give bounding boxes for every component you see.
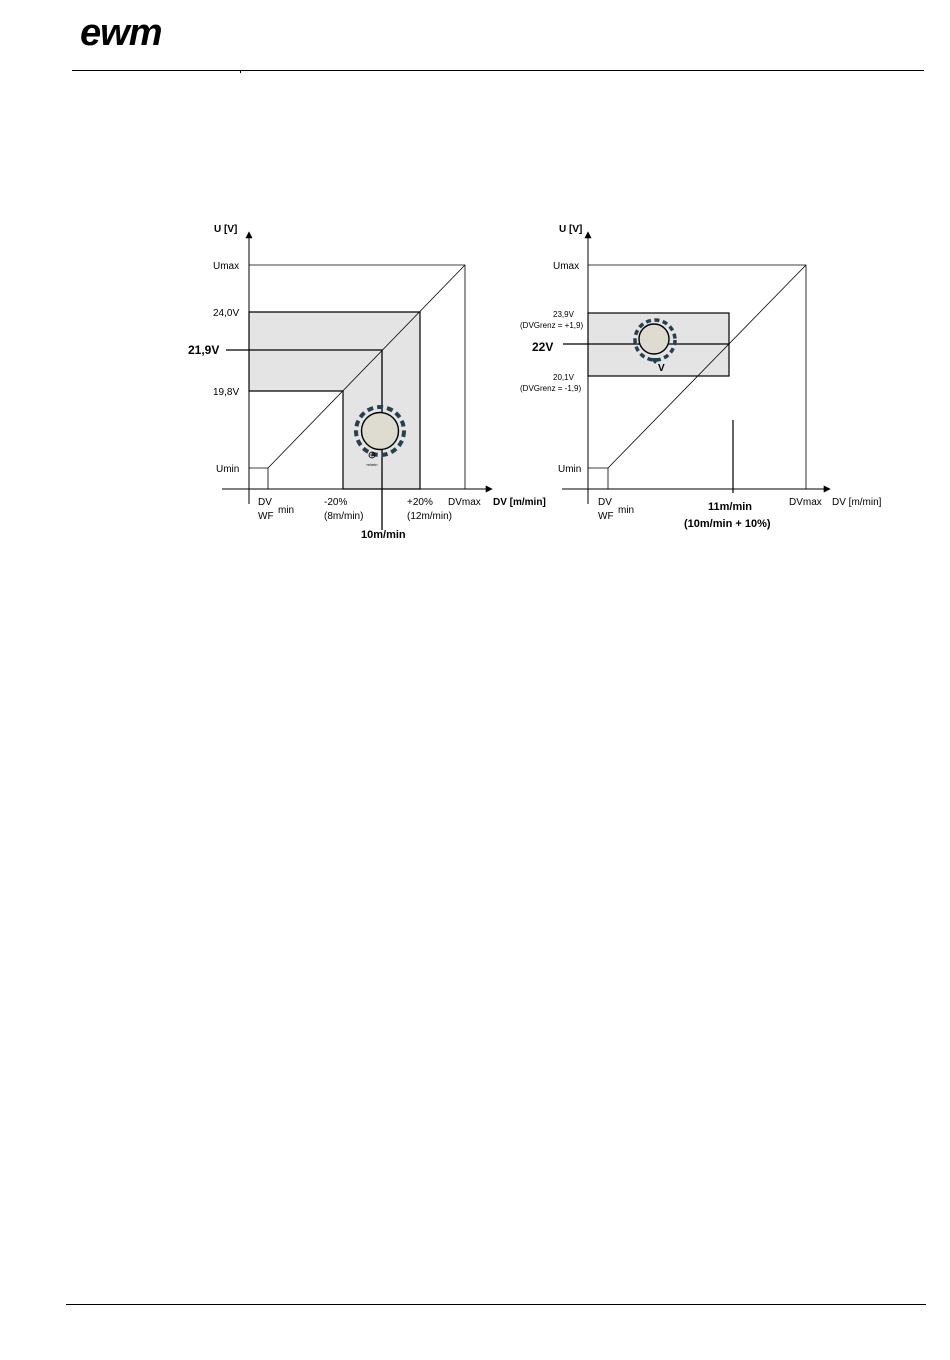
right-lower-sub: (DVGrenz = -1,9) xyxy=(520,384,582,393)
left-current-speed: 10m/min xyxy=(361,529,406,541)
wire-feed-icon xyxy=(369,452,375,458)
right-x-axis-label: DV [m/min] xyxy=(832,497,882,508)
left-umin-box xyxy=(249,468,268,489)
left-plus-label: +20% xyxy=(407,497,433,508)
left-upper-label: 24,0V xyxy=(213,308,240,319)
right-current-voltage: 22V xyxy=(532,340,554,354)
left-min-label: min xyxy=(278,505,295,516)
left-wf-label: WF xyxy=(258,511,274,522)
left-dvmax-label: DVmax xyxy=(448,497,481,508)
right-diagram xyxy=(520,224,882,530)
right-umin-label: Umin xyxy=(558,464,582,475)
left-current-voltage: 21,9V xyxy=(188,343,220,357)
left-plus-sub: (12m/min) xyxy=(407,511,453,522)
left-x-axis-label: DV [m/min] xyxy=(493,497,546,508)
left-minus-label: -20% xyxy=(324,497,348,508)
left-lower-label: 19,8V xyxy=(213,387,240,398)
right-y-axis-label: U [V] xyxy=(559,224,583,235)
left-umax-label: Umax xyxy=(213,261,240,272)
footer-rule xyxy=(66,1304,926,1305)
left-tolerance-band xyxy=(249,312,420,489)
right-dvmax-label: DVmax xyxy=(789,497,822,508)
left-umin-label: Umin xyxy=(216,464,240,475)
left-knob-label: m/min xyxy=(366,462,378,467)
left-minus-sub: (8m/min) xyxy=(324,511,364,522)
left-y-axis-label: U [V] xyxy=(214,224,238,235)
diagrams xyxy=(0,0,950,620)
right-min-label: min xyxy=(618,505,635,516)
right-dv-label: DV xyxy=(598,497,612,508)
right-wf-label: WF xyxy=(598,511,614,522)
right-umin-box xyxy=(588,468,608,489)
right-current-speed: 11m/min xyxy=(708,501,753,513)
right-current-speed-sub: (10m/min + 10%) xyxy=(684,518,771,530)
right-lower-label: 20,1V xyxy=(553,373,574,382)
right-upper-label: 23,9V xyxy=(553,310,574,319)
left-dv-label: DV xyxy=(258,497,272,508)
right-knob-label: V xyxy=(658,363,665,374)
right-umax-label: Umax xyxy=(553,261,580,272)
svg-text:ewm: ewm xyxy=(80,16,162,52)
right-upper-sub: (DVGrenz = +1,9) xyxy=(520,321,584,330)
left-diagram xyxy=(188,224,546,541)
